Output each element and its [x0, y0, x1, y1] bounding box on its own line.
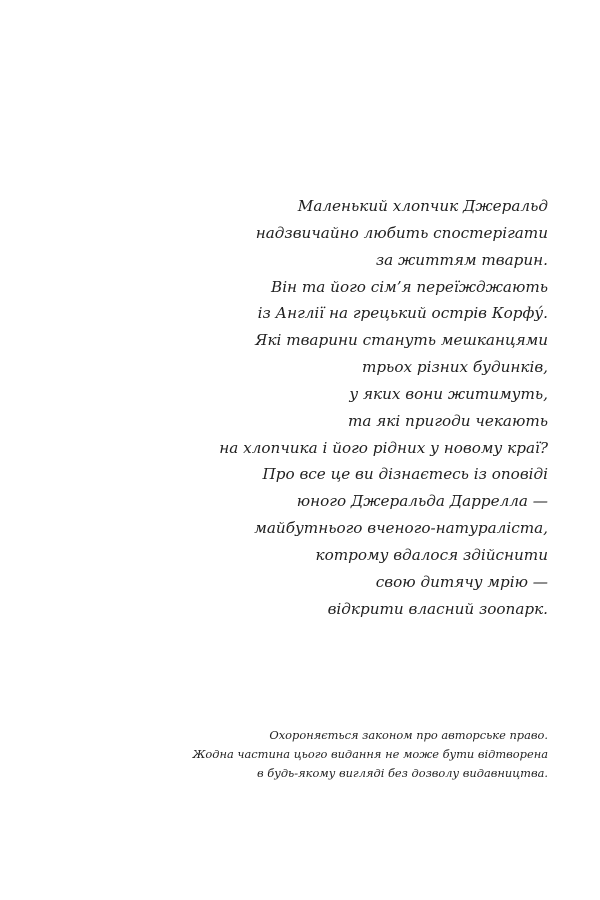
blurb-line: та які пригоди чекають [347, 411, 548, 430]
blurb-line: свою дитячу мрію — [375, 572, 548, 591]
blurb-line: Які тварини стануть мешканцями [255, 331, 548, 350]
copyright-line: Охороняється законом про авторське право. [269, 728, 548, 742]
blurb-line: надзвичайно любить спостерігати [255, 223, 548, 242]
blurb-line: Він та його сім’я переїжджають [271, 277, 548, 296]
book-blurb [219, 193, 548, 623]
blurb-line: трьох різних будинків, [361, 358, 548, 377]
blurb-line: Маленький хлопчик Джеральд [297, 197, 548, 215]
blurb-line: на хлопчика і його рідних у новому краї? [219, 438, 548, 457]
blurb-line: котрому вдалося здійснити [315, 545, 548, 564]
blurb-line: відкрити власний зоопарк. [327, 599, 548, 618]
blurb-line: за життям тварин. [375, 250, 548, 269]
blurb-line: із Англії на грецький острів Корфу́. [257, 304, 548, 323]
blurb-line: майбутнього вченого-натураліста, [254, 519, 548, 538]
copyright-line: в будь-якому вигляді без дозволу видавництва. [257, 766, 548, 780]
blurb-line: юного Джеральда Даррелла — [296, 492, 548, 511]
blurb-line: Про все це ви дізнаєтесь із оповіді [262, 465, 548, 484]
blurb-line: у яких вони житимуть, [349, 384, 548, 403]
copyright-line: Жодна частина цього видання не може бути відтворена [192, 747, 548, 761]
copyright-notice [193, 726, 548, 783]
